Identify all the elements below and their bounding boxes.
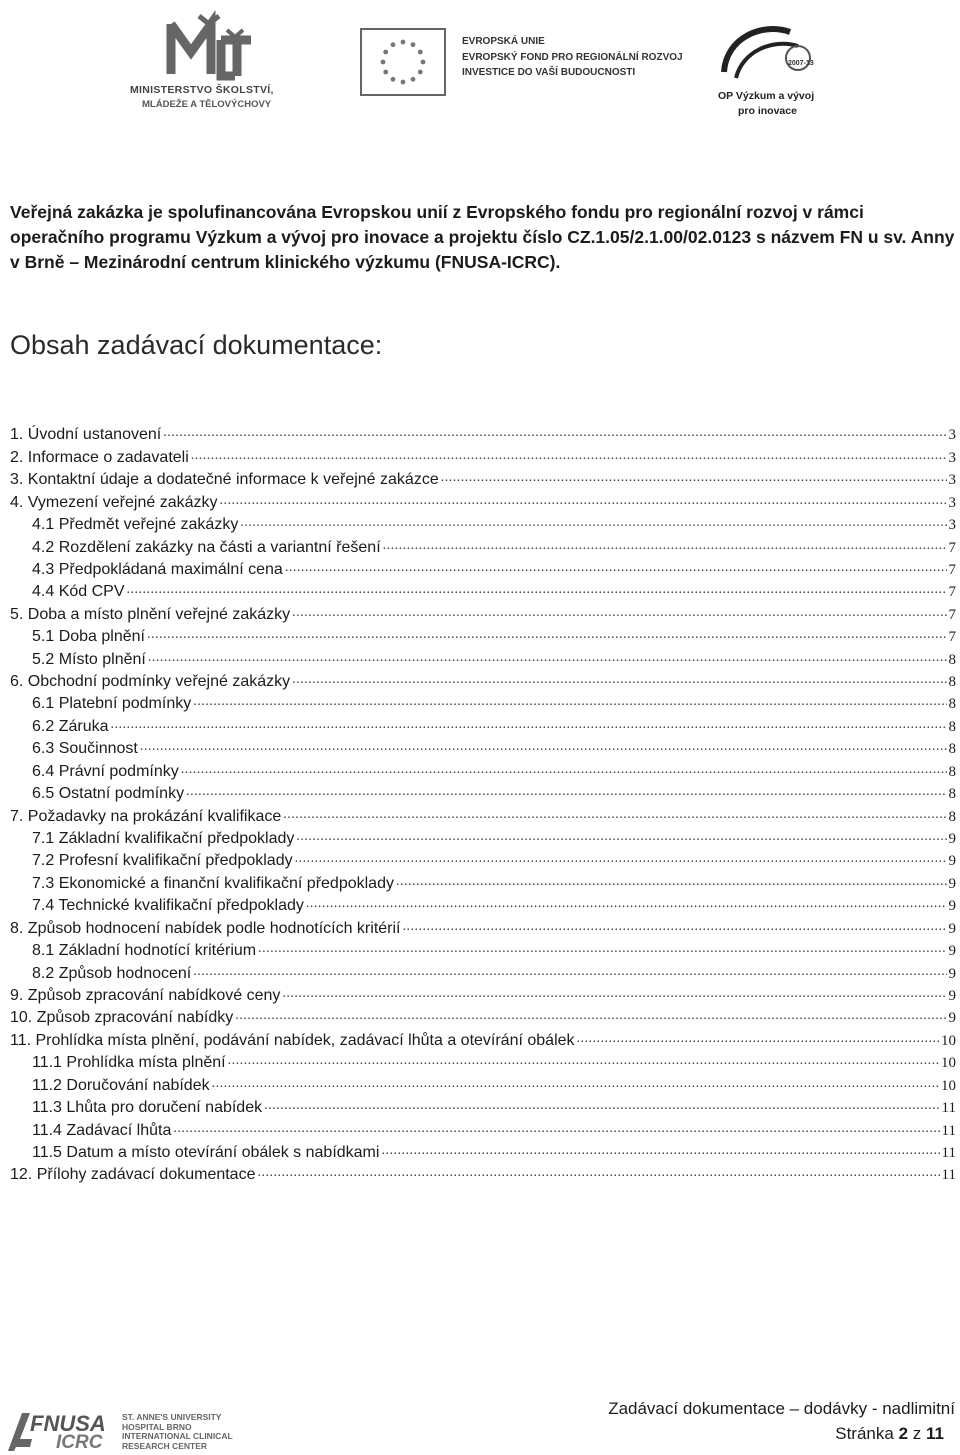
op-swirl-icon [712, 18, 832, 88]
toc-leader-dots [127, 579, 947, 601]
toc-entry-label: 11.1 Prohlídka místa plnění [32, 1054, 226, 1072]
toc-entry-page: 3 [948, 427, 956, 444]
table-of-contents [10, 424, 956, 1186]
toc-entry[interactable] [10, 1164, 956, 1186]
toc-leader-dots [228, 1050, 939, 1072]
toc-leader-dots [381, 1140, 939, 1162]
page-separator: z [912, 1424, 922, 1443]
toc-entry-page: 8 [948, 718, 956, 735]
toc-entry-page: 7 [948, 539, 956, 556]
toc-entry-page: 11 [941, 1167, 956, 1184]
eu-logo-text [462, 34, 683, 81]
toc-leader-dots [140, 736, 947, 758]
toc-leader-dots [235, 1005, 946, 1027]
logo-hospital-line3: INTERNATIONAL CLINICAL [122, 1431, 233, 1441]
toc-entry[interactable] [10, 626, 956, 648]
toc-entry-label: 8.2 Způsob hodnocení [32, 964, 192, 982]
toc-entry-page: 8 [948, 696, 956, 713]
toc-leader-dots [193, 691, 946, 713]
toc-entry[interactable] [10, 1029, 956, 1051]
toc-entry[interactable] [10, 940, 956, 962]
toc-title: Obsah zadávací dokumentace: [10, 330, 383, 360]
toc-entry-page: 9 [948, 943, 956, 960]
toc-leader-dots [148, 647, 947, 669]
toc-entry-page: 9 [948, 831, 956, 848]
toc-entry[interactable] [10, 581, 956, 603]
toc-entry-label: 10. Způsob zpracování nabídky [10, 1009, 234, 1027]
toc-entry-label: 6. Obchodní podmínky veřejné zakázky [10, 673, 291, 691]
toc-entry-label: 7.2 Profesní kvalifikační předpoklady [32, 852, 293, 870]
toc-entry-label: 6.4 Právní podmínky [32, 762, 179, 780]
toc-entry-label: 7.1 Základní kvalifikační předpoklady [32, 830, 295, 848]
toc-entry[interactable] [10, 671, 956, 693]
toc-entry-label: 7.3 Ekonomické a finanční kvalifikační předpoklady [32, 874, 394, 892]
toc-entry-label: 6.5 Ostatní podmínky [32, 785, 185, 803]
toc-entry-label: 5. Doba a místo plnění veřejné zakázky [10, 605, 291, 623]
toc-leader-dots [441, 467, 947, 489]
op-logo-line2: pro inovace [738, 105, 797, 117]
toc-entry[interactable] [10, 1007, 956, 1029]
toc-entry[interactable] [10, 693, 956, 715]
toc-leader-dots [186, 781, 946, 803]
toc-entry[interactable] [10, 469, 956, 491]
toc-entry-page: 9 [948, 898, 956, 915]
toc-leader-dots [257, 1162, 939, 1184]
logo-hospital-line1: ST. ANNE'S UNIVERSITY [122, 1412, 222, 1422]
toc-entry-label: 7. Požadavky na prokázání kvalifikace [10, 807, 282, 825]
toc-leader-dots [285, 557, 947, 579]
toc-entry-label: 11.4 Zadávací lhůta [32, 1121, 172, 1139]
toc-leader-dots [220, 490, 947, 512]
intro-paragraph: Veřejná zakázka je spolufinancována Evropskou unií z Evropského fondu pro regionální rozvoj v rámci operačního programu Výzkum a vývoj pro inovace a projektu číslo CZ.1.05/2.1.00/02.0123 s názvem FN u sv. Anny v Brně – Mezinárodní centrum klinického výzkumu (FNUSA-ICRC). [10, 202, 955, 272]
toc-entry-page: 8 [948, 786, 956, 803]
toc-entry-label: 4. Vymezení veřejné zakázky [10, 493, 218, 511]
msmt-logo-line1: MINISTERSTVO ŠKOLSTVÍ, [130, 84, 274, 96]
toc-entry-page: 11 [941, 1144, 956, 1161]
toc-entry-label: 9. Způsob zpracování nabídkové ceny [10, 986, 281, 1004]
toc-leader-dots [193, 961, 946, 983]
toc-entry[interactable] [10, 1119, 956, 1141]
toc-entry[interactable] [10, 872, 956, 894]
toc-entry[interactable] [10, 536, 956, 558]
toc-entry-page: 3 [948, 517, 956, 534]
toc-entry[interactable] [10, 424, 956, 446]
toc-leader-dots [295, 848, 947, 870]
toc-entry-label: 2. Informace o zadavateli [10, 448, 189, 466]
toc-entry-page: 9 [948, 920, 956, 937]
toc-entry[interactable] [10, 1052, 956, 1074]
toc-entry[interactable] [10, 962, 956, 984]
toc-entry[interactable] [10, 514, 956, 536]
toc-entry-page: 7 [948, 584, 956, 601]
toc-entry-page: 8 [948, 808, 956, 825]
toc-entry-page: 9 [948, 1010, 956, 1027]
toc-entry-page: 7 [948, 629, 956, 646]
toc-entry-page: 9 [948, 853, 956, 870]
toc-leader-dots [110, 714, 946, 736]
toc-leader-dots [173, 1118, 939, 1140]
fnusa-icrc-logo [0, 1405, 240, 1453]
toc-entry[interactable] [10, 895, 956, 917]
eu-logo-line2: EVROPSKÝ FOND PRO REGIONÁLNÍ ROZVOJ [462, 51, 683, 63]
op-vavpi-logo [712, 18, 842, 118]
toc-entry[interactable] [10, 783, 956, 805]
op-logo-line1: OP Výzkum a vývoj [718, 90, 815, 102]
toc-entry[interactable] [10, 805, 956, 827]
toc-entry-label: 6.2 Záruka [32, 717, 109, 735]
logo-hospital-line2: HOSPITAL BRNO [122, 1421, 192, 1432]
toc-leader-dots [292, 669, 946, 691]
toc-entry-label: 7.4 Technické kvalifikační předpoklady [32, 897, 304, 915]
footer-page-number [835, 1424, 944, 1444]
toc-entry-page: 7 [948, 606, 956, 623]
msmt-monogram-icon [165, 10, 261, 82]
toc-entry[interactable] [10, 738, 956, 760]
toc-entry-label: 11.5 Datum a místo otevírání obálek s nabídkami [32, 1143, 380, 1161]
toc-entry-label: 11. Prohlídka místa plnění, podávání nabídek, zadávací lhůta a otevírání obálek [10, 1031, 575, 1049]
footer-document-title: Zadávací dokumentace – dodávky - nadlimitní [608, 1399, 955, 1418]
toc-leader-dots [577, 1028, 939, 1050]
toc-entry-label: 6.1 Platební podmínky [32, 695, 192, 713]
toc-entry-label: 1. Úvodní ustanovení [10, 426, 162, 444]
op-logo-years: 2007-13 [788, 60, 814, 67]
toc-entry-page: 8 [948, 651, 956, 668]
toc-entry-label: 6.3 Součinnost [32, 740, 138, 758]
toc-leader-dots [292, 602, 946, 624]
toc-leader-dots [396, 871, 947, 893]
toc-entry[interactable] [10, 715, 956, 737]
logo-hospital-line4: RESEARCH CENTER [122, 1440, 208, 1451]
toc-entry[interactable] [10, 985, 956, 1007]
toc-entry-page: 8 [948, 674, 956, 691]
toc-entry-page: 9 [948, 965, 956, 982]
page-total: 11 [926, 1424, 944, 1443]
toc-entry-page: 10 [941, 1032, 956, 1049]
toc-entry[interactable] [10, 850, 956, 872]
header-logos [0, 0, 960, 130]
eu-logo-line3: INVESTICE DO VAŠÍ BUDOUCNOSTI [462, 67, 636, 78]
toc-entry[interactable] [10, 1074, 956, 1096]
toc-leader-dots [181, 759, 947, 781]
toc-entry-page: 11 [941, 1122, 956, 1139]
logo-fnusa-text: FNUSA [30, 1411, 106, 1436]
toc-entry[interactable] [10, 648, 956, 670]
toc-leader-dots [240, 512, 946, 534]
toc-entry-label: 3. Kontaktní údaje a dodatečné informace k veřejné zakázce [10, 471, 439, 489]
toc-leader-dots [283, 804, 946, 826]
toc-entry-page: 7 [948, 561, 956, 578]
toc-entry[interactable] [10, 828, 956, 850]
toc-entry-label: 4.1 Předmět veřejné zakázky [32, 516, 239, 534]
msmt-logo-line2: MLÁDEŽE A TĚLOVÝCHOVY [142, 99, 272, 110]
toc-entry-page: 10 [941, 1055, 956, 1072]
toc-entry-page: 9 [948, 987, 956, 1004]
toc-leader-dots [212, 1073, 939, 1095]
toc-leader-dots [402, 916, 946, 938]
toc-entry[interactable] [10, 1142, 956, 1164]
toc-leader-dots [282, 983, 946, 1005]
toc-leader-dots [383, 535, 947, 557]
toc-entry-page: 3 [948, 494, 956, 511]
toc-entry-label: 4.2 Rozdělení zakázky na části a variantní řešení [32, 538, 381, 556]
toc-entry[interactable] [10, 491, 956, 513]
toc-entry-label: 4.4 Kód CPV [32, 583, 125, 601]
toc-entry-label: 11.3 Lhůta pro doručení nabídek [32, 1099, 263, 1117]
eu-logo-line1: EVROPSKÁ UNIE [462, 36, 545, 47]
toc-entry-label: 5.1 Doba plnění [32, 628, 145, 646]
toc-entry[interactable] [10, 559, 956, 581]
toc-entry-page: 10 [941, 1077, 956, 1094]
toc-entry-page: 11 [941, 1100, 956, 1117]
eu-logo [360, 28, 683, 108]
toc-entry-page: 3 [948, 472, 956, 489]
toc-entry-label: 12. Přílohy zadávací dokumentace [10, 1166, 256, 1184]
toc-entry-label: 5.2 Místo plnění [32, 650, 146, 668]
toc-leader-dots [258, 938, 946, 960]
page-current: 2 [898, 1424, 909, 1443]
toc-entry-page: 3 [948, 449, 956, 466]
toc-entry-page: 8 [948, 741, 956, 758]
toc-leader-dots [163, 422, 946, 444]
toc-entry[interactable] [10, 1097, 956, 1119]
msmt-logo [120, 10, 310, 110]
toc-entry-label: 8.1 Základní hodnotící kritérium [32, 942, 257, 960]
toc-entry-label: 11.2 Doručování nabídek [32, 1076, 210, 1094]
toc-entry[interactable] [10, 760, 956, 782]
toc-leader-dots [191, 445, 947, 467]
toc-entry[interactable] [10, 917, 956, 939]
toc-entry[interactable] [10, 603, 956, 625]
toc-leader-dots [306, 893, 947, 915]
eu-flag-icon [360, 28, 446, 96]
toc-entry-label: 8. Způsob hodnocení nabídek podle hodnotících kritérií [10, 919, 401, 937]
toc-leader-dots [296, 826, 946, 848]
toc-leader-dots [264, 1095, 939, 1117]
toc-leader-dots [147, 624, 947, 646]
toc-entry[interactable] [10, 446, 956, 468]
toc-entry-label: 4.3 Předpokládaná maximální cena [32, 560, 283, 578]
toc-entry-page: 9 [948, 875, 956, 892]
logo-hospital-text [122, 1413, 233, 1451]
toc-entry-page: 8 [948, 763, 956, 780]
logo-icrc-text: ICRC [56, 1432, 103, 1453]
page-prefix: Stránka [835, 1424, 894, 1443]
